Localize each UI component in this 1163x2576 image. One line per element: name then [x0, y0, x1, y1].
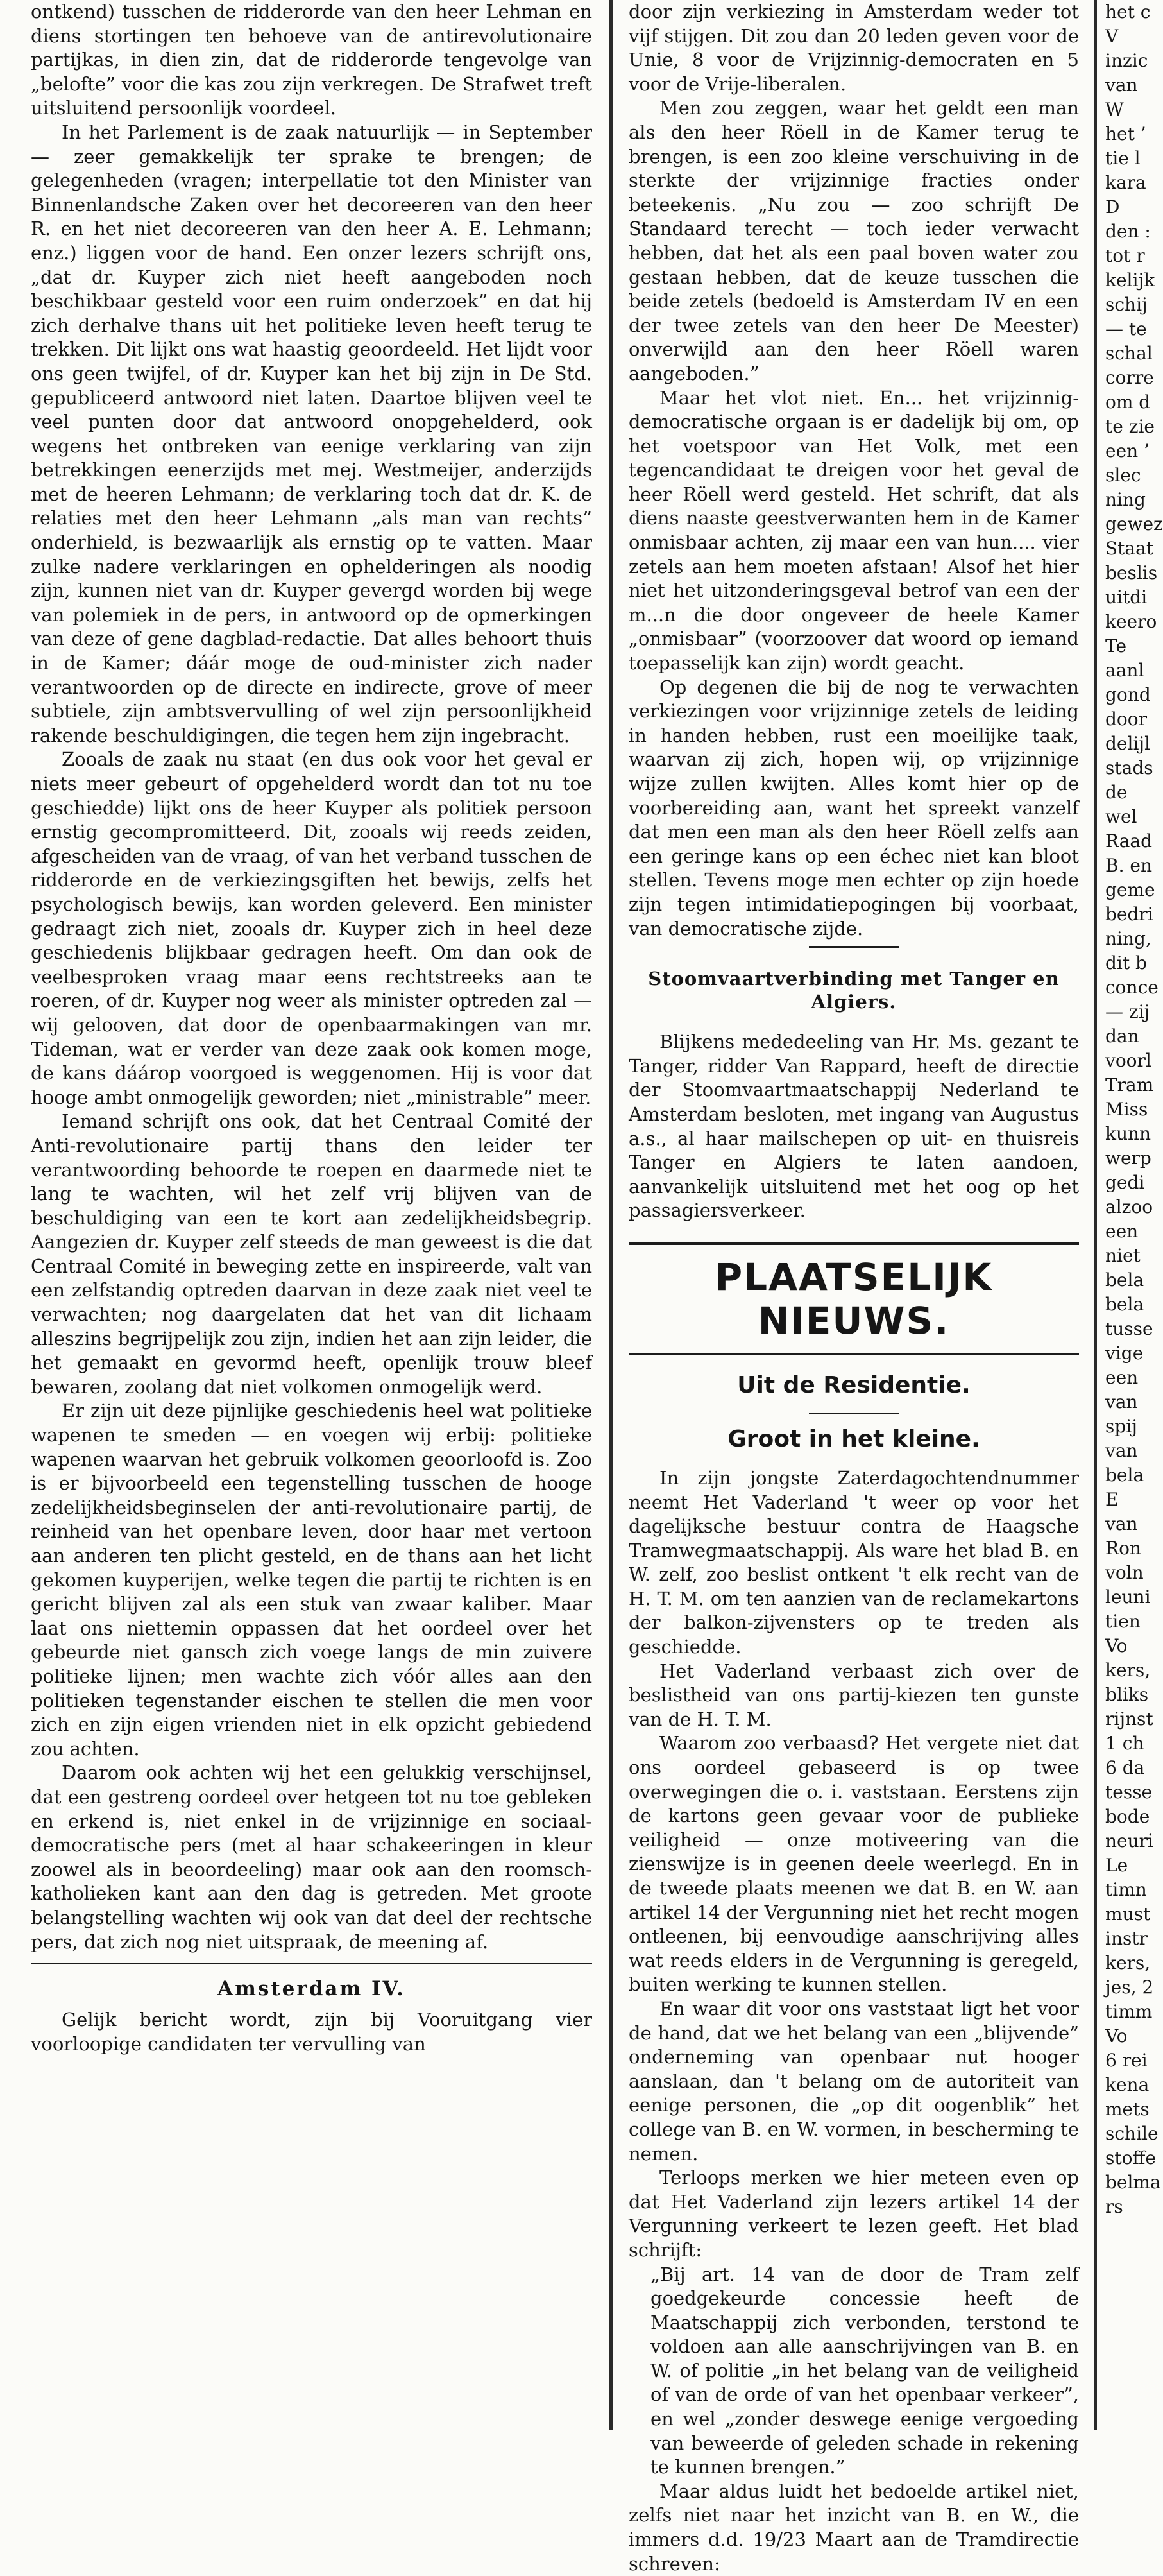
- column-fragment: Vo: [1105, 2025, 1128, 2047]
- paragraph: Op degenen die bij de nog te verwachten verkiezingen voor vrijzinnige zetels de leiding in handen hebben, rust een moeilijke taak, waarvan zij zich, hopen wij, op vrijzinnige wijze zullen kwijten. Alles komt hier op de voorbereiding aan, want het spreekt vanzelf dat men een man als den heer Röell zelfs aan een geringe kans op een échec niet kan bloot stellen. Tevens moge men echter op zijn hoede zijn tegen intimidatiepogingen bij voorbaat, van democratische zijde.: [629, 676, 1079, 940]
- paragraph: Gelijk bericht wordt, zijn bij Vooruitgang vier voorloopige candidaten ter vervulling van: [31, 2009, 592, 2055]
- section-divider: [809, 946, 899, 948]
- column-fragment: D: [1105, 196, 1120, 218]
- column-fragment: mets: [1105, 2099, 1150, 2120]
- column-fragment: inzic: [1105, 50, 1148, 71]
- column-fragment: dit b: [1105, 952, 1147, 974]
- column-fragment: gewez: [1105, 513, 1163, 535]
- column-fragment: rijnst: [1105, 1708, 1153, 1730]
- column-fragment: slec: [1105, 465, 1141, 486]
- column-fragment: gond: [1105, 684, 1151, 705]
- column-fragment: uitdi: [1105, 587, 1148, 608]
- column-fragment: bela: [1105, 1464, 1144, 1486]
- column-fragment: must: [1105, 1903, 1151, 1925]
- column-fragment: niet: [1105, 1245, 1141, 1266]
- column-fragment: — zij: [1105, 1001, 1150, 1022]
- column-fragment: bedri: [1105, 904, 1153, 925]
- column-fragment: bela: [1105, 1269, 1144, 1291]
- column-fragment: kara: [1105, 172, 1146, 193]
- column-fragment: het c: [1105, 1, 1151, 22]
- column-fragment: kena: [1105, 2074, 1150, 2095]
- section-divider: [809, 1413, 899, 1414]
- column-fragment: timm: [1105, 2001, 1153, 2022]
- column-fragment: kunn: [1105, 1123, 1151, 1144]
- column-fragment: kelijk: [1105, 270, 1155, 291]
- column-fragment: wel: [1105, 806, 1137, 827]
- column-middle: [616, 0, 1091, 2576]
- column-fragment: een: [1105, 1367, 1139, 1388]
- column-fragment: — te: [1105, 318, 1147, 339]
- column-fragment: werp: [1105, 1147, 1151, 1169]
- column-fragment: tesse: [1105, 1782, 1153, 1803]
- column-rule: [609, 0, 613, 2430]
- column-fragment: alzoo: [1105, 1196, 1153, 1217]
- column-fragment: van: [1105, 1391, 1138, 1413]
- column-fragment: Staat: [1105, 538, 1154, 559]
- section-banner-plaatselijk-nieuws: PLAATSELIJK NIEUWS.: [629, 1242, 1079, 1355]
- column-fragment: te zie: [1105, 416, 1155, 437]
- column-fragment: Raad: [1105, 830, 1153, 852]
- column-fragment: Le: [1105, 1855, 1128, 1876]
- column-fragment: schile: [1105, 2123, 1159, 2144]
- column-fragment: Tram: [1105, 1074, 1154, 1095]
- column-fragment: V: [1105, 26, 1119, 47]
- column-fragment: kers,: [1105, 1952, 1151, 1973]
- column-fragment: Vo: [1105, 1635, 1128, 1656]
- column-fragment: Te: [1105, 635, 1127, 657]
- column-fragment: bela: [1105, 1294, 1144, 1315]
- paragraph: ontkend) tusschen de ridderorde van den heer Lehman en diens stortingen ten behoeve van de antirevolutionaire partijkas, in dien zin, dat de ridderorde tengevolge van „belofte” voor die kas zou zijn verkregen. De Strafwet treft uitsluitend persoonlijk voordeel.: [31, 1, 592, 119]
- column-fragment: keero: [1105, 611, 1157, 632]
- column-fragment: dan: [1105, 1026, 1139, 1047]
- section-divider: [31, 1963, 592, 1964]
- column-fragment: belma: [1105, 2172, 1161, 2193]
- column-fragment: geme: [1105, 879, 1155, 900]
- column-fragment: tot r: [1105, 245, 1145, 266]
- column-fragment: van: [1105, 1513, 1138, 1534]
- fragment-list: [1105, 0, 1163, 2219]
- column-fragment: timn: [1105, 1879, 1147, 1900]
- article-kuyper: [31, 0, 592, 1954]
- column-fragment: B. en: [1105, 855, 1152, 876]
- paragraph: Zooals de zaak nu staat (en dus ook voor het geval er niets meer gebeurt of opgehelderd wordt dan tot nu toe geschiedde) lijkt ons de heer Kuyper als politiek persoon ernstig gecompromitteerd. Dit, zooals wij reeds zeiden, afgescheiden van de vraag, of van het verband tusschen de ridderorde en de verkiezingsgiften het bewijs, zelfs het psychologisch bewijs, kan worden geleverd. Een minister gedraagt zich niet, zooals dr. Kuyper zich in heel deze geschiedenis blijkbaar gedragen heeft. Om dan ook de veelbesproken vraag maar eens rechtstreeks aan te roeren, of dr. Kuyper nog weer als minister optreden zal — wij gelooven, dat door de openbaarmakingen van mr. Tideman, wat er verder van deze zaak ook komen moge, de kans dáárop voorgoed is weggenomen. Hij is voor dat hooge ambt onmogelijk geworden; niet „ministrable” meer.: [31, 748, 592, 1108]
- quoted-passage: „Bij art. 14 van de door de Tram zelf goedgekeurde concessie heeft de Maatschappij zich verbonden, terstond te voldoen aan alle aanschrijvingen van B. en W. of politie „in het belang van de veiligheid of van de orde of van het openbaar verkeer”, en wel „zonder deswege eenige vergoeding van beweerde of geleden schade in rekening te kunnen brengen.”: [650, 2263, 1079, 2478]
- column-fragment: jes, 2: [1105, 1977, 1154, 1998]
- column-fragment: tien: [1105, 1611, 1141, 1632]
- column-right-cropped: [1100, 0, 1163, 2219]
- column-fragment: instr: [1105, 1928, 1148, 1949]
- column-fragment: de: [1105, 782, 1128, 803]
- column-fragment: 6 rei: [1105, 2050, 1148, 2071]
- column-fragment: het ’: [1105, 123, 1146, 144]
- subheading-residentie: Uit de Residentie.: [737, 1371, 971, 1398]
- section-heading-amsterdam: Amsterdam IV.: [217, 1977, 405, 2001]
- paragraph: In het Parlement is de zaak natuurlijk — in September — zeer gemakkelijk ter sprake te brengen; de gelegenheden (vragen; interpellatie tot den Minister van Binnenlandsche Zaken over het decoreeren van den heer R. en het niet decoreeren van den heer A. E. Lehmann; enz.) liggen voor de hand. Een onzer lezers schrijft ons, „dat dr. Kuyper zich niet heeft aangeboden noch beschikbaar gesteld voor een ruim onderzoek” en dat hij zich derhalve thans uit het politieke leven heeft terug te trekken. Dit lijkt ons wat haastig geoordeeld. Het lijdt voor ons geen twijfel, of dr. Kuyper kan het bij zijn in De Std. gepubliceerd antwoord niet laten. Daartoe blijven veel te veel punten door dat antwoord onopgehelderd, ook wegens het ontbreken van eenige verklaring van zijn betrekkingen eenerzijds met mej. Westmeijer, anderzijds met de heeren Lehmann; de verklaring toch dat dr. K. de relaties met den heer Lehmann „als man van rechts” onderhield, is bezwaarlijk als ernstig op te vatten. Maar zulke nadere verklaringen en ophelderingen als noodig zijn, kunnen niet van dr. Kuyper gevergd worden bij wege van polemiek in de pers, in antwoord op de opmerkingen van deze of gene dagblad-redactie. Dat alles behoort thuis in de Kamer; dáár moge de oud-minister zich nader verantwoorden op de directe en indirecte, grove of meer subtiele, zijn ambtsvervulling of wel zijn persoonlijkheid rakende beschuldigingen, die tegen hem zijn ingebracht.: [31, 121, 592, 746]
- column-fragment: Miss: [1105, 1099, 1148, 1120]
- column-fragment: bode: [1105, 1806, 1150, 1827]
- paragraph: Het Vaderland verbaast zich over de beslistheid van ons partij-kiezen ten gunste van de H. T. M.: [629, 1660, 1079, 1730]
- column-fragment: gedi: [1105, 1172, 1145, 1193]
- column-fragment: schal: [1105, 343, 1153, 364]
- paragraph: door zijn verkiezing in Amsterdam weder tot vijf stijgen. Dit zou dan 20 leden geven voor de Unie, 8 voor de Vrijzinnig-democraten en 5 voor de Vrije-liberalen.: [629, 1, 1079, 95]
- paragraph: Er zijn uit deze pijnlijke geschiedenis heel wat politieke wapenen te smeden — en voegen wij erbij: politieke wapenen waarvan het gebruik volkomen geoorloofd is. Zoo is er bijvoorbeeld een tegenstelling tusschen de hooge zedelijkheidsbeginselen der anti-revolutionaire partij, de reinheid van het openbare leven, door haar met vertoon aan anderen ten plicht gesteld, en de thans aan het licht gekomen kuyperijen, welke tegen die partij te richten is en gericht blijven zal als een stuk van zwaar kaliber. Maar laat ons niettemin oppassen dat het oordeel over het gebeurde niet gansch zich voege langs de min zuivere politieke lijnen; men wachte zich vóór alles aan den politieken tegenstander eischen te stellen die men voor zich en zijn eigen vrienden niet in elk opzicht gebiedend zou achten.: [31, 1400, 592, 1760]
- paragraph: Terloops merken we hier meteen even op dat Het Vaderland zijn lezers artikel 14 der Vergunning verkeert te lezen geeft. Het blad schrijft:: [629, 2167, 1079, 2261]
- paragraph: Maar het vlot niet. En... het vrijzinnig-democratische orgaan is er dadelijk bij om, op het voetspoor van Het Volk, met een tegencandidaat te dreigen voor het geval de heer Röell werd gesteld. Het schrift, dat als diens naaste geestverwanten hem in de Kamer onmisbaar achten, zij maar een van hun.... vier zetels aan hem moeten afstaan! Alsof het hier niet het uitzonderingsgeval betrof van een der m...n die door ongeveer de heele Kamer „onmisbaar” (voorzoover dat woord op iemand toepasselijk kan zijn) wordt geacht.: [629, 386, 1079, 674]
- column-fragment: 6 da: [1105, 1757, 1145, 1778]
- section-heading-stoomvaart: Stoomvaartverbinding met Tanger en Algiers.: [648, 968, 1060, 1013]
- column-rule: [1094, 0, 1097, 2430]
- column-fragment: stoffe: [1105, 2147, 1156, 2168]
- column-fragment: spij: [1105, 1416, 1137, 1437]
- column-fragment: stads: [1105, 757, 1153, 778]
- paragraph: Maar aldus luidt het bedoelde artikel niet, zelfs niet naar het inzicht van B. en W., die immers d.d. 19/23 Maart aan de Tramdirectie schreven:: [629, 2480, 1079, 2575]
- column-fragment: vige: [1105, 1343, 1144, 1364]
- column-fragment: kers,: [1105, 1660, 1151, 1681]
- column-fragment: een: [1105, 1221, 1139, 1242]
- column-fragment: aanl: [1105, 660, 1144, 681]
- column-fragment: voln: [1105, 1562, 1144, 1583]
- column-fragment: delijl: [1105, 733, 1151, 754]
- paragraph: Men zou zeggen, waar het geldt een man als den heer Röell in de Kamer terug te brengen, is een zoo kleine verschuiving in de sterkte der vrijzinnige fracties onder beteekenis. „Nu zou — zoo schrijft De Standaard terecht — toch ieder verwacht hebben, dat het als een paal boven water zou gestaan hebben, dat de keuze tusschen die beide zetels (bedoeld is Amsterdam IV en een der twee zetels van den heer De Meester) onverwijld aan den heer Röell waren aangeboden.”: [629, 97, 1079, 384]
- column-fragment: 1 ch: [1105, 1733, 1144, 1754]
- column-fragment: bliks: [1105, 1684, 1149, 1705]
- subheading-groot-in-het-kleine: Groot in het kleine.: [727, 1425, 980, 1452]
- column-fragment: voorl: [1105, 1050, 1151, 1071]
- paragraph: Daarom ook achten wij het een gelukkig verschijnsel, dat een gestreng oordeel over hetgeen tot nu toe gebleken en erkend is, niet enkel in de vrijzinnige en sociaal-democratische pers (met al haar schakeeringen in kleur zoowel als in beoordeeling) maar ook aan den roomsch-katholieken kant aan den dag is getreden. Met groote belangstelling wachten wij ook van dat deel der rechtsche pers, dat zich nog niet uitspraak, de meening af.: [31, 1762, 592, 1953]
- column-fragment: Ron: [1105, 1538, 1141, 1559]
- column-fragment: van: [1105, 74, 1138, 96]
- column-left: [0, 0, 606, 2056]
- paragraph: In zijn jongste Zaterdagochtendnummer neemt Het Vaderland 't weer op voor het dagelijksche bestuur contra de Haagsche Tramwegmaatschappij. Als ware het blad B. en W. zelf, zoo beslist ontkent 't elk recht van de H. T. M. om ten aanzien van de reclamekartons der balkon-zijvensters op te treden als geschiedde.: [629, 1466, 1079, 1658]
- column-fragment: E: [1105, 1489, 1119, 1510]
- column-fragment: W: [1105, 99, 1124, 120]
- column-fragment: tie l: [1105, 148, 1141, 169]
- column-fragment: ning,: [1105, 928, 1151, 949]
- column-fragment: conce: [1105, 977, 1159, 998]
- column-fragment: een ’: [1105, 440, 1150, 461]
- paragraph: Waarom zoo verbaasd? Het vergete niet dat ons oordeel gebaseerd is op twee overwegingen die o. i. vaststaan. Eerstens zijn de kartons geen gevaar voor de publieke veiligheid — onze motiveering van die zienswijze is in geenen deele weerlegd. En in de tweede plaats meenen we dat B. en W. aan artikel 14 der Vergunning niet het recht mogen ontleenen, bij eenvoudige aanschrijving alles wat reeds elders in de Vergunning is geregeld, buiten werking te kunnen stellen.: [629, 1732, 1079, 1996]
- column-fragment: den :: [1105, 221, 1151, 242]
- paragraph: Blijkens mededeeling van Hr. Ms. gezant te Tanger, ridder Van Rappard, heeft de directie der Stoomvaartmaatschappij Nederland te Amsterdam besloten, met ingang van Augustus a.s., al haar mailschepen op uit- en thuisreis Tanger en Algiers te laten aandoen, aanvankelijk uitsluitend met het oog op het passagiersverkeer.: [629, 1031, 1079, 1222]
- column-fragment: door: [1105, 708, 1148, 730]
- column-fragment: om d: [1105, 391, 1151, 413]
- column-fragment: rs: [1105, 2196, 1123, 2217]
- column-fragment: tusse: [1105, 1318, 1153, 1339]
- column-fragment: van: [1105, 1440, 1138, 1461]
- column-fragment: schij: [1105, 294, 1148, 315]
- column-fragment: beslis: [1105, 562, 1158, 583]
- column-fragment: neuri: [1105, 1830, 1153, 1851]
- column-fragment: corre: [1105, 367, 1154, 388]
- column-fragment: ning: [1105, 489, 1146, 510]
- paragraph: En waar dit voor ons vaststaat ligt het voor de hand, dat we het belang van een „blijvende” onderneming van openbaar nut hooger aanslaan, dan 't belang om de autoriteit van eenige personen, die „op dit oogenblik” het college van B. en W. vormen, in bescherming te nemen.: [629, 1997, 1079, 2165]
- paragraph: Iemand schrijft ons ook, dat het Centraal Comité der Anti-revolutionaire partij thans den leider ter verantwoording behoorde te roepen en daarmede niet te lang te wachten, wil het zelf vrij blijven van de beschuldiging van een te kort aan zedelijkheidsbegrip. Aangezien dr. Kuyper zelf steeds de man geweest is die dat Centraal Comité in beweging zette en inspireerde, valt van een zelfstandig optreden daarvan in deze zaak niet veel te verwachten; nog daargelaten dat het van dit lichaam alleszins begrijpelijk zou zijn, indien het aan zijn leider, die het gemaakt en gevormd heeft, openlijk trouw bleef bewaren, zoolang dat niet volkomen onmogelijk werd.: [31, 1110, 592, 1398]
- column-fragment: leuni: [1105, 1586, 1151, 1608]
